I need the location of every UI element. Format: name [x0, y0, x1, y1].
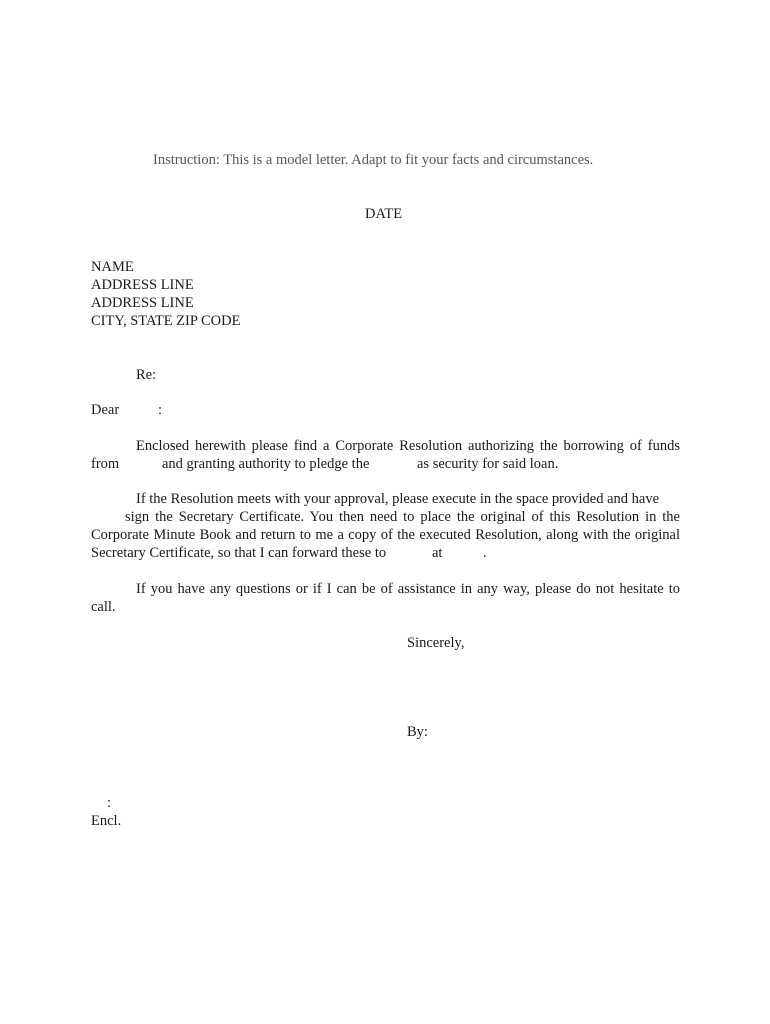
- address-line-2: ADDRESS LINE: [91, 295, 194, 311]
- enclosure-note: Encl.: [91, 813, 122, 829]
- re-line: Re:: [136, 367, 157, 383]
- closing-sincerely: Sincerely,: [407, 635, 465, 651]
- paragraph-1-granting: and granting authority to pledge the: [162, 456, 370, 472]
- salutation-dear: Dear: [91, 402, 120, 418]
- paragraph-2-at: at: [432, 545, 443, 561]
- signature-by: By:: [407, 724, 428, 740]
- paragraph-2-line-1: If the Resolution meets with your approval, please execute in the space provided and have: [136, 491, 660, 507]
- paragraph-2-line-4: Secretary Certificate, so that I can forward these to: [91, 545, 387, 561]
- address-city-state-zip: CITY, STATE ZIP CODE: [91, 313, 241, 329]
- paragraph-1-line-1: Enclosed herewith please find a Corporate Resolution authorizing the borrowing of funds: [136, 438, 680, 454]
- paragraph-2-line-2: sign the Secretary Certificate. You then need to place the original of this Resolution in the: [125, 509, 680, 525]
- paragraph-2-period: .: [483, 545, 487, 561]
- paragraph-3-line-1: If you have any questions or if I can be of assistance in any way, please do not hesitate to: [136, 581, 680, 597]
- instruction-note: Instruction: This is a model letter. Adapt to fit your facts and circumstances.: [153, 152, 594, 168]
- initials-colon: :: [107, 795, 112, 811]
- recipient-name: NAME: [91, 259, 134, 275]
- paragraph-3-line-2: call.: [91, 599, 116, 615]
- paragraph-2-line-3: Corporate Minute Book and return to me a copy of the executed Resolution, along with the original: [91, 527, 680, 543]
- salutation-colon: :: [158, 402, 163, 418]
- date-line: DATE: [365, 206, 403, 222]
- address-line-1: ADDRESS LINE: [91, 277, 194, 293]
- paragraph-1-security: as security for said loan.: [417, 456, 559, 472]
- paragraph-1-from: from: [91, 456, 120, 472]
